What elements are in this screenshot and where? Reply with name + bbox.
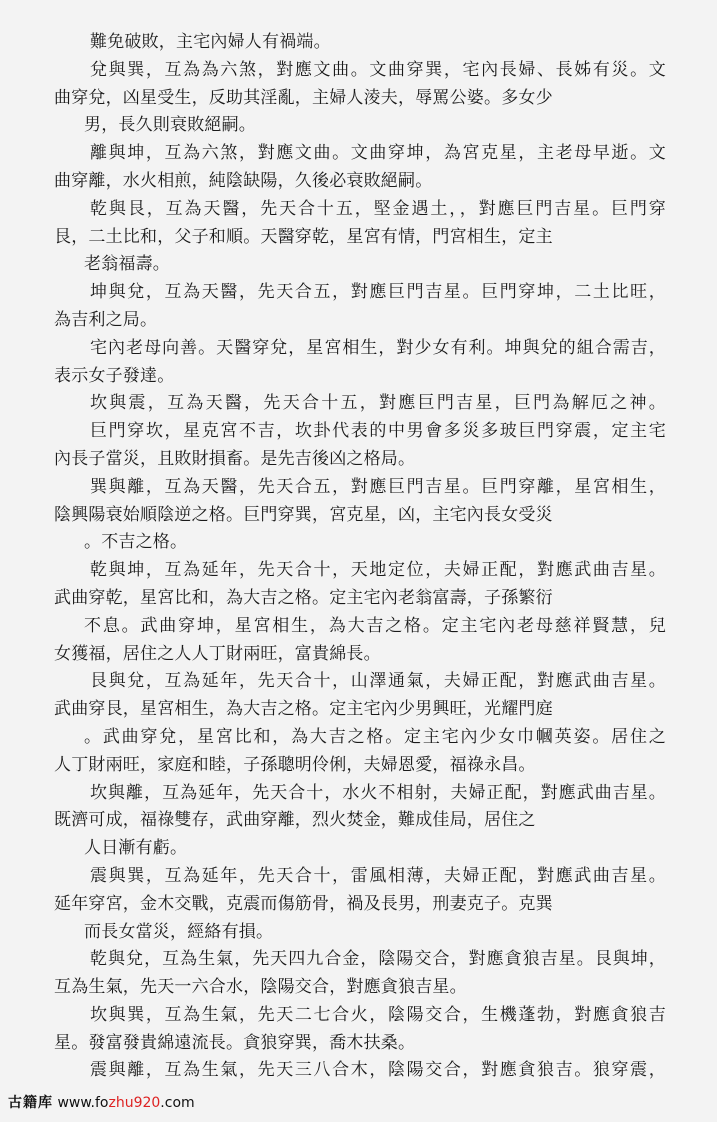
text-line: 坎與離，互為延年，先天合十，水火不相射，夫婦正配，對應武曲吉星。: [90, 782, 666, 803]
text-line: 兌與巽，互為為六煞，對應文曲。文曲穿巽，宅內長婦、長姊有災。文: [90, 59, 666, 80]
text-line: 人日漸有虧。: [84, 838, 188, 859]
text-line: 曲穿兌，凶星受生，反助其淫亂，主婦人淩夫，辱罵公婆。多女少: [54, 87, 553, 108]
text-line: 坎與巽，互為生氣，先天二七合火，陰陽交合，生機蓬勃，對應貪狼吉: [90, 1004, 666, 1025]
text-line: 乾與艮，互為天醫，先天合十五，堅金遇土，，對應巨門吉星。巨門穿: [90, 198, 666, 219]
watermark-brand: 古籍库: [8, 1095, 53, 1111]
text-line: 延年穿宮，金木交戰，克震而傷筋骨，禍及長男，刑妻克子。克巽: [54, 893, 553, 914]
text-line: 武曲穿艮，星宮相生，為大吉之格。定主宅內少男興旺，光耀門庭: [54, 699, 553, 720]
text-line: 。武曲穿兌，星宮比和，為大吉之格。定主宅內少女巾幗英姿。居住之: [84, 726, 666, 747]
site-watermark: [8, 1091, 195, 1115]
text-line: 男，長久則衰敗絕嗣。: [84, 115, 256, 136]
text-line: 為吉利之局。: [54, 309, 158, 330]
text-line: 既濟可成，福祿雙存，武曲穿離，烈火焚金，難成佳局，居住之: [54, 810, 536, 831]
text-line: 而長女當災，經絡有損。: [84, 921, 274, 942]
text-line: 震與離，互為生氣，先天三八合木，陰陽交合，對應貪狼吉。狼穿震，: [90, 1060, 666, 1081]
text-line: 艮，二土比和，父子和順。天醫穿乾，星宮有情，門宮相生，定主: [54, 226, 553, 247]
text-line: 不息。武曲穿坤，星宮相生，為大吉之格。定主宅內老母慈祥賢慧，兒: [84, 615, 666, 636]
text-line: 武曲穿乾，星宮比和，為大吉之格。定主宅內老翁富壽，子孫繁衍: [54, 587, 553, 608]
text-line: 星。發富發貴綿遠流長。貪狼穿巽，喬木扶桑。: [54, 1032, 416, 1053]
text-line: 表示女子發達。: [54, 365, 175, 386]
watermark-url-mid: zhu920: [108, 1095, 161, 1111]
watermark-url-prefix: www.fo: [57, 1095, 109, 1111]
text-line: 老翁福壽。: [84, 254, 170, 275]
text-line: 坎與震，互為天醫，先天合十五，對應巨門吉星，巨門為解厄之神。: [90, 393, 666, 414]
text-line: 互為生氣，先天一六合水，陰陽交合，對應貪狼吉星。: [54, 977, 467, 998]
body-text: [54, 29, 666, 1085]
text-line: 坤與兌，互為天醫，先天合五，對應巨門吉星。巨門穿坤，二土比旺，: [90, 282, 666, 303]
text-line: 難免破敗，主宅內婦人有禍端。: [90, 32, 331, 52]
text-line: 乾與兌，互為生氣，先天四九合金，陰陽交合，對應貪狼吉星。艮與坤，: [90, 949, 666, 970]
text-line: 離與坤，互為六煞，對應文曲。文曲穿坤，為宮克星，主老母早逝。文: [90, 143, 666, 164]
text-line: 曲穿離，水火相煎，純陰缺陽，久後必衰敗絕嗣。: [54, 170, 433, 191]
text-line: 巽與離，互為天醫，先天合五，對應巨門吉星。巨門穿離，星宮相生，: [90, 476, 666, 497]
text-line: 陰興陽衰始順陰逆之格。巨門穿巽，宮克星，凶，主宅內長女受災: [54, 504, 553, 525]
text-line: 。不吉之格。: [84, 532, 188, 553]
text-line: 宅內老母向善。天醫穿兌，星宮相生，對少女有利。坤與兌的組合需吉，: [90, 337, 666, 358]
text-line: 內長子當災，且敗財損畜。是先吉後凶之格局。: [54, 448, 416, 469]
text-line: 女獲福，居住之人人丁財兩旺，富貴綿長。: [54, 643, 381, 664]
text-line: 乾與坤，互為延年，先天合十，天地定位，夫婦正配，對應武曲吉星。: [90, 560, 666, 581]
text-line: 人丁財兩旺，家庭和睦，子孫聰明伶俐，夫婦恩愛，福祿永昌。: [54, 754, 536, 775]
text-line: 震與巽，互為延年，先天合十，雷風相薄，夫婦正配，對應武曲吉星。: [90, 865, 666, 886]
watermark-url-suffix: .com: [160, 1095, 195, 1111]
text-line: 巨門穿坎，星克宮不吉，坎卦代表的中男會多災多玻巨門穿震，定主宅: [90, 421, 666, 442]
text-line: 艮與兌，互為延年，先天合十，山澤通氣，夫婦正配，對應武曲吉星。: [90, 671, 666, 692]
